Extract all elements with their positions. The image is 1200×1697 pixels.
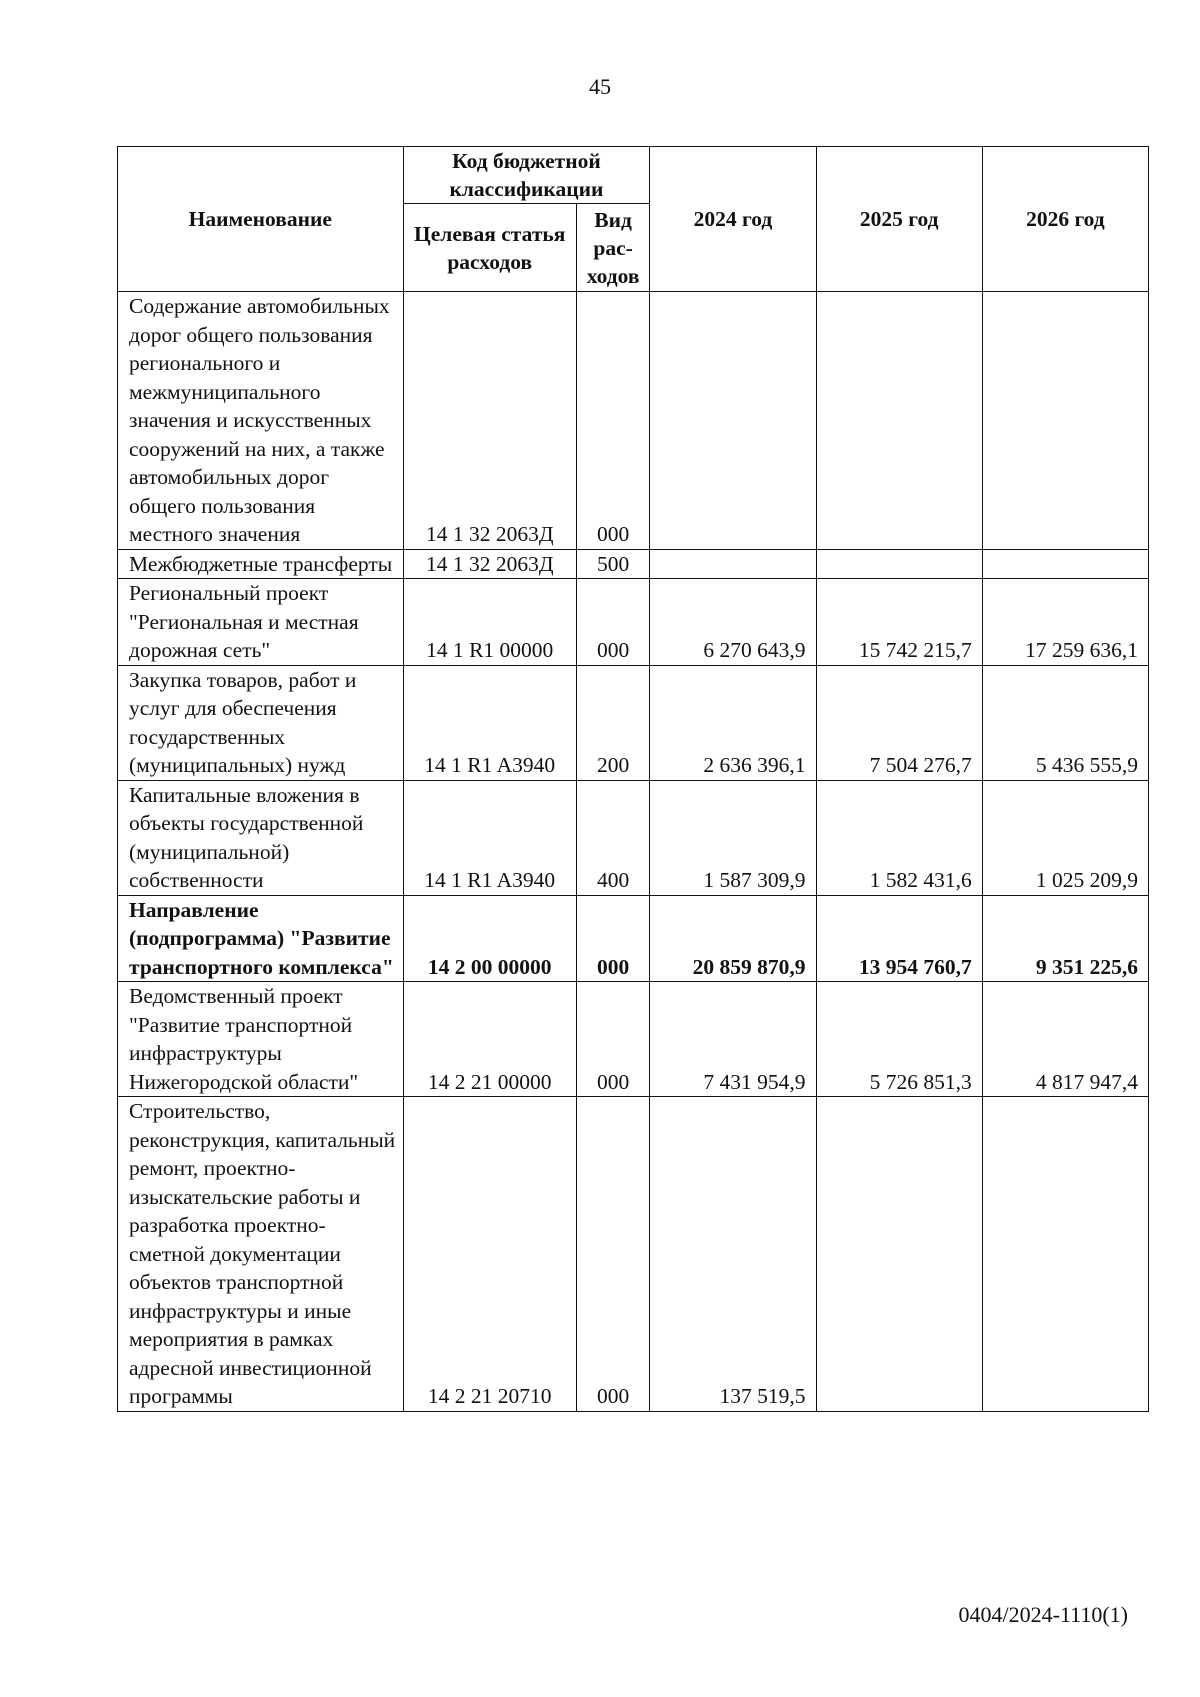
header-target-article: Целевая статья расходов	[403, 204, 576, 292]
row-code: 14 1 32 2063Д	[403, 549, 576, 579]
row-name: Закупка товаров, работ и услуг для обеспечения государственных (муниципальных) нужд	[118, 665, 404, 780]
table-row	[118, 1097, 1149, 1412]
row-value-2025: 7 504 276,7	[816, 665, 982, 780]
row-kind: 500	[576, 549, 649, 579]
row-code: 14 2 21 20710	[403, 1097, 576, 1412]
row-value-2024	[650, 292, 816, 550]
row-name: Направление (подпрограмма) "Развитие транспортного комплекса"	[118, 895, 404, 982]
row-code: 14 2 00 00000	[403, 895, 576, 982]
page-number: 45	[589, 74, 611, 99]
row-value-2024: 137 519,5	[650, 1097, 816, 1412]
table-row	[118, 292, 1149, 550]
row-value-2026	[982, 549, 1148, 579]
row-name: Ведомственный проект "Развитие транспортной инфраструктуры Нижегородской области"	[118, 982, 404, 1097]
row-kind: 000	[576, 982, 649, 1097]
row-code: 14 1 R1 A3940	[403, 665, 576, 780]
row-name: Строительство, реконструкция, капитальный ремонт, проектно-изыскательские работы и разработка проектно-сметной документации объектов транспортной инфраструктуры и иные мероприятия в рамках адресной инвестиционной программы	[118, 1097, 404, 1412]
row-value-2025: 13 954 760,7	[816, 895, 982, 982]
row-kind: 000	[576, 579, 649, 666]
row-kind: 000	[576, 1097, 649, 1412]
header-expense-kind: Вид рас- ходов	[576, 204, 649, 292]
row-code: 14 1 R1 A3940	[403, 780, 576, 895]
row-kind: 000	[576, 292, 649, 550]
row-value-2024	[650, 549, 816, 579]
row-value-2025: 1 582 431,6	[816, 780, 982, 895]
header-name: Наименование	[118, 147, 404, 292]
row-value-2026	[982, 1097, 1148, 1412]
row-value-2024: 7 431 954,9	[650, 982, 816, 1097]
row-code: 14 1 32 2063Д	[403, 292, 576, 550]
row-kind: 400	[576, 780, 649, 895]
header-2024: 2024 год	[650, 147, 816, 292]
row-code: 14 2 21 00000	[403, 982, 576, 1097]
row-name: Региональный проект "Региональная и местная дорожная сеть"	[118, 579, 404, 666]
table-row	[118, 982, 1149, 1097]
row-kind: 000	[576, 895, 649, 982]
row-value-2025	[816, 1097, 982, 1412]
row-value-2026: 4 817 947,4	[982, 982, 1148, 1097]
budget-table	[117, 146, 1149, 1412]
row-value-2026	[982, 292, 1148, 550]
row-code: 14 1 R1 00000	[403, 579, 576, 666]
row-name: Межбюджетные трансферты	[118, 549, 404, 579]
row-value-2026: 1 025 209,9	[982, 780, 1148, 895]
row-name: Содержание автомобильных дорог общего пользования регионального и межмуниципального значения и искусственных сооружений на них, а также автомобильных дорог общего пользования местного значения	[118, 292, 404, 550]
row-value-2024: 6 270 643,9	[650, 579, 816, 666]
row-value-2026: 17 259 636,1	[982, 579, 1148, 666]
row-value-2025: 5 726 851,3	[816, 982, 982, 1097]
row-name: Капитальные вложения в объекты государственной (муниципальной) собственности	[118, 780, 404, 895]
document-code: 0404/2024-1110(1)	[958, 1602, 1128, 1627]
header-2025: 2025 год	[816, 147, 982, 292]
row-value-2025	[816, 292, 982, 550]
row-value-2024: 1 587 309,9	[650, 780, 816, 895]
table-row	[118, 579, 1149, 666]
header-classification: Код бюджетной классификации	[403, 147, 650, 204]
table-row	[118, 665, 1149, 780]
row-value-2024: 20 859 870,9	[650, 895, 816, 982]
row-value-2026: 5 436 555,9	[982, 665, 1148, 780]
row-value-2025	[816, 549, 982, 579]
row-value-2024: 2 636 396,1	[650, 665, 816, 780]
table-row	[118, 780, 1149, 895]
table-body	[118, 292, 1149, 1412]
table-row	[118, 549, 1149, 579]
table-row-subprogram	[118, 895, 1149, 982]
header-2026: 2026 год	[982, 147, 1148, 292]
row-value-2026: 9 351 225,6	[982, 895, 1148, 982]
row-kind: 200	[576, 665, 649, 780]
row-value-2025: 15 742 215,7	[816, 579, 982, 666]
